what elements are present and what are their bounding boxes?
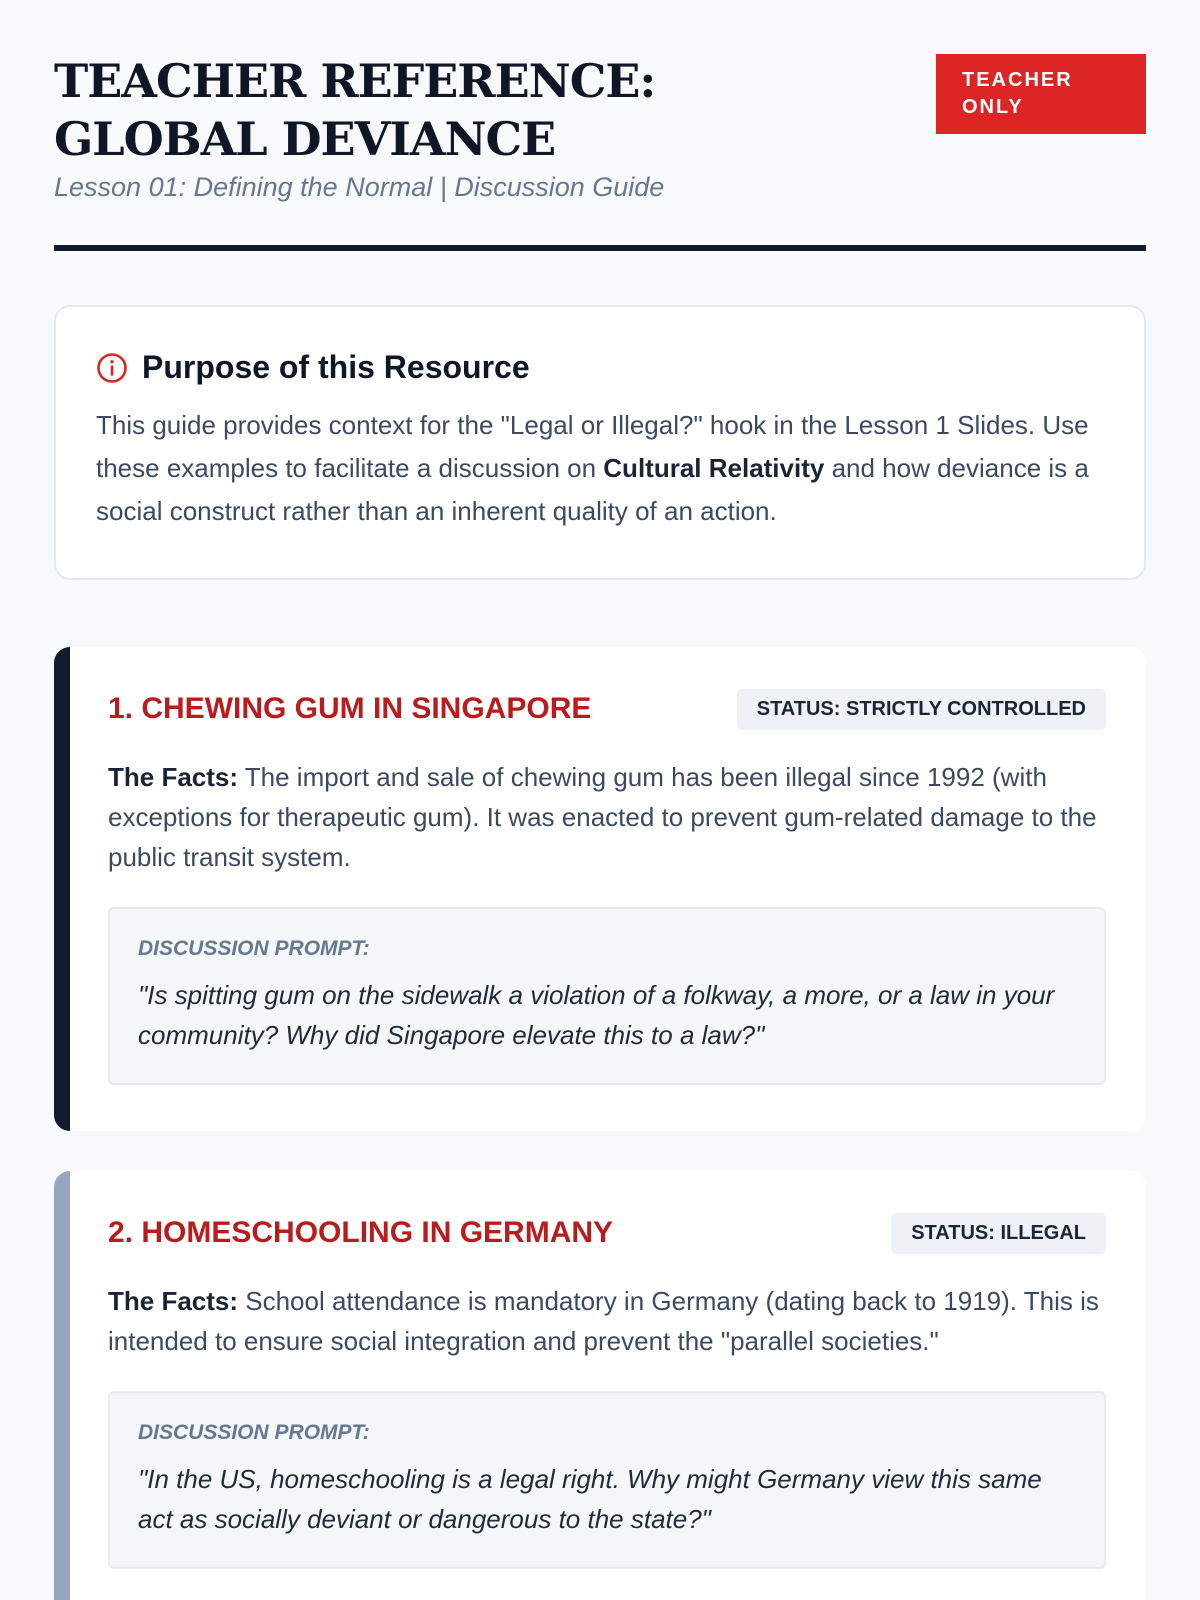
status-badge: STATUS: STRICTLY CONTROLLED [737,689,1106,730]
purpose-title: Purpose of this Resource [142,349,530,385]
facts-label: The Facts: [108,762,239,792]
facts-text: School attendance is mandatory in Germany (dating back to 1919). This is intended to ensure social integration and prevent the "parallel societies." [108,1286,1099,1356]
facts-label: The Facts: [108,1286,239,1316]
header [54,0,1146,251]
discussion-prompt-label: DISCUSSION PROMPT: [138,937,370,960]
purpose-card [54,305,1146,580]
purpose-text [96,404,1104,533]
discussion-prompt-box [108,1391,1106,1569]
purpose-text-emphasis: Cultural Relativity [603,453,825,483]
discussion-prompt-text: "Is spitting gum on the sidewalk a violation of a folkway, a more, or a law in your community? Why did Singapore elevate this to a law?" [138,980,1055,1050]
status-badge: STATUS: ILLEGAL [891,1213,1106,1254]
case-card-germany [54,1171,1146,1600]
case-title: 1. CHEWING GUM IN SINGAPORE [108,692,592,725]
case-header [108,687,1106,731]
discussion-prompt-box [108,907,1106,1085]
case-header [108,1211,1106,1255]
page-title: TEACHER REFERENCE: GLOBAL DEVIANCE [54,54,656,166]
page-subtitle: Lesson 01: Defining the Normal | Discussion Guide [54,172,665,202]
purpose-text-end: and how deviance is a social construct rather than an inherent quality of an action. [96,453,1089,526]
purpose-text-start: This guide provides context for the "Legal or Illegal?" hook in the Lesson 1 Slides. Use these examples to facilitate a discussion on [96,410,1089,483]
facts-text: The import and sale of chewing gum has been illegal since 1992 (with exceptions for therapeutic gum). It was enacted to prevent gum-related damage to the public transit system. [108,762,1097,872]
discussion-prompt-label: DISCUSSION PROMPT: [138,1421,370,1444]
case-card-singapore [54,647,1146,1131]
case-facts [108,757,1106,877]
case-title: 2. HOMESCHOOLING IN GERMANY [108,1216,614,1249]
purpose-header [96,349,1104,386]
case-facts [108,1281,1106,1361]
info-icon [96,352,128,384]
discussion-prompt-text: "In the US, homeschooling is a legal right. Why might Germany view this same act as socially deviant or dangerous to the state?" [138,1464,1042,1534]
teacher-only-badge: TEACHER ONLY [936,54,1146,134]
